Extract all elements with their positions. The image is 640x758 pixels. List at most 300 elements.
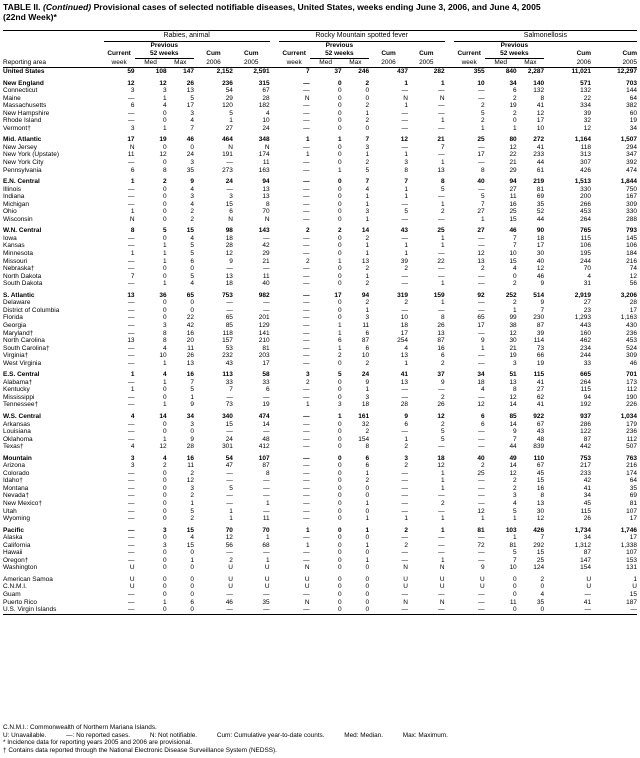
value-cell: 1 <box>265 534 270 542</box>
reporting-area-cell: W.N. Central <box>3 227 42 235</box>
value-cell: 12 <box>583 124 592 132</box>
value-cell: — <box>303 87 310 95</box>
value-cell: 103 <box>505 526 517 534</box>
value-cell: 21 <box>437 136 445 144</box>
value-cell: 1 <box>190 499 195 507</box>
value-cell: 0 <box>338 265 342 273</box>
value-cell: 2 <box>404 462 408 470</box>
value-cell: 18 <box>437 454 445 462</box>
value-cell: 26 <box>583 515 592 523</box>
value-cell: — <box>303 306 310 314</box>
value-cell: 108 <box>155 68 167 75</box>
value-cell: 1 <box>513 306 517 314</box>
value-cell: — <box>263 484 270 492</box>
value-cell: 232 <box>222 352 233 360</box>
value-cell: 28 <box>262 94 270 102</box>
footnote-cum: Cum: Cumulative year-to-date counts. <box>216 731 325 739</box>
value-cell: 1 <box>162 435 167 443</box>
value-cell: 8 <box>441 178 445 186</box>
column-gap <box>445 292 454 300</box>
value-cell: 0 <box>338 575 342 583</box>
value-cell: 273 <box>222 166 233 174</box>
column-gap <box>445 87 454 95</box>
value-cell: 0 <box>338 454 342 462</box>
value-cell: 34 <box>509 79 517 87</box>
reporting-area-cell: Michigan <box>3 200 30 208</box>
column-gap <box>445 360 454 368</box>
column-gap <box>445 151 454 159</box>
value-cell: 0 <box>162 143 167 151</box>
value-cell: 571 <box>580 79 592 87</box>
column-gap <box>445 534 454 542</box>
value-cell: — <box>128 477 135 485</box>
column-gap <box>445 549 454 557</box>
value-cell: 17 <box>477 321 485 329</box>
value-cell: N <box>439 94 445 102</box>
reporting-area-cell: Rhode Island <box>3 117 42 125</box>
value-cell: 0 <box>338 208 342 216</box>
value-cell: 982 <box>258 291 270 299</box>
med-header: Med <box>310 59 342 68</box>
value-cell: 3 <box>229 193 233 201</box>
value-cell: 0 <box>338 359 342 367</box>
value-cell: — <box>128 321 135 329</box>
value-cell: 3 <box>365 393 370 401</box>
value-cell: 6 <box>190 598 195 606</box>
value-cell: — <box>263 306 270 314</box>
value-cell: 87 <box>536 321 545 329</box>
value-cell: 0 <box>338 200 342 208</box>
value-cell: — <box>401 215 408 223</box>
value-cell: 53 <box>225 344 233 352</box>
value-cell: 43 <box>225 359 233 367</box>
value-cell: 4 <box>513 265 517 273</box>
value-cell: 13 <box>127 291 135 299</box>
value-cell: 0 <box>338 549 342 557</box>
value-cell: 1 <box>513 515 517 523</box>
value-cell: 244 <box>580 352 592 360</box>
value-cell: 840 <box>505 68 517 75</box>
value-cell: 7 <box>190 124 195 132</box>
column-gap <box>270 235 279 243</box>
column-gap <box>445 386 454 394</box>
value-cell: 0 <box>162 484 167 492</box>
value-cell: — <box>478 143 485 151</box>
value-cell: 0 <box>338 314 342 322</box>
value-cell: — <box>438 549 445 557</box>
value-cell: 1,844 <box>620 178 637 186</box>
value-cell: — <box>303 280 310 288</box>
value-cell: 0 <box>162 215 167 223</box>
value-cell: 0 <box>365 94 370 102</box>
value-cell: 8 <box>441 314 445 322</box>
column-gap <box>445 564 454 572</box>
reporting-area-cell: Nebraska† <box>3 265 35 273</box>
column-gap <box>270 299 279 307</box>
value-cell: 27 <box>477 227 485 235</box>
value-cell: 19 <box>509 102 517 110</box>
value-cell: — <box>401 143 408 151</box>
value-cell: 9 <box>481 337 485 345</box>
value-cell: 2 <box>305 257 310 265</box>
value-cell: 1 <box>365 306 370 314</box>
value-cell: — <box>303 492 310 500</box>
value-cell: 922 <box>533 412 545 420</box>
value-cell: 16 <box>186 454 195 462</box>
value-cell: 47 <box>225 462 233 470</box>
footnote-dagger: † Contains data reported through the National Electronic Disease Surveillance System (NEDSS). <box>3 746 277 754</box>
value-cell: 13 <box>127 337 135 345</box>
value-cell: 0 <box>338 393 342 401</box>
value-cell: 1 <box>441 159 445 167</box>
value-cell: U <box>228 564 233 572</box>
value-cell: 22 <box>437 257 445 265</box>
value-cell: — <box>128 159 135 167</box>
value-cell: 5 <box>513 549 517 557</box>
reporting-area-cell: Minnesota <box>3 250 33 258</box>
value-cell: — <box>303 321 310 329</box>
value-cell: — <box>128 549 135 557</box>
value-cell: 8 <box>540 94 545 102</box>
value-cell: 1 <box>305 136 310 144</box>
value-cell: 8 <box>265 469 270 477</box>
column-gap <box>270 591 279 599</box>
value-cell: — <box>401 386 408 394</box>
value-cell: 0 <box>162 299 167 307</box>
value-cell: 41 <box>583 598 592 606</box>
value-cell: 7 <box>441 143 445 151</box>
value-cell: — <box>128 329 135 337</box>
value-cell: 0 <box>338 109 342 117</box>
value-cell: 69 <box>629 492 637 500</box>
value-cell: — <box>303 265 310 273</box>
value-cell: 2 <box>481 265 485 273</box>
value-cell: 1 <box>130 250 135 258</box>
value-cell: 90 <box>536 227 545 235</box>
column-gap <box>270 273 279 281</box>
column-gap <box>445 576 454 584</box>
value-cell: 1 <box>441 234 445 242</box>
value-cell: 6 <box>265 386 270 394</box>
value-cell: 1 <box>365 109 370 117</box>
value-cell: 6 <box>365 329 370 337</box>
value-cell: — <box>128 598 135 606</box>
value-cell: 48 <box>536 435 545 443</box>
value-cell: 3 <box>365 208 370 216</box>
value-cell: 1 <box>190 393 195 401</box>
table-row <box>3 576 637 584</box>
week-header: week <box>104 59 135 68</box>
value-cell: 12 <box>400 136 408 144</box>
footnote-star: * Incidence data for reporting years 2005 and 2006 are provisional. <box>3 739 193 747</box>
table-row <box>3 443 637 451</box>
max-header: Max <box>342 59 369 68</box>
value-cell: 41 <box>536 401 545 409</box>
value-cell: 5 <box>229 484 233 492</box>
value-cell: 1 <box>365 250 370 258</box>
value-cell: 195 <box>580 250 592 258</box>
column-gap <box>445 250 454 258</box>
value-cell: — <box>303 549 310 557</box>
column-gap <box>445 485 454 493</box>
value-cell: 87 <box>583 435 592 443</box>
value-cell: — <box>303 234 310 242</box>
value-cell: 2 <box>162 462 167 470</box>
value-cell: 36 <box>159 291 167 299</box>
reporting-area-cell: Mid. Atlantic <box>3 136 42 144</box>
column-gap <box>445 167 454 175</box>
value-cell: 23 <box>583 306 592 314</box>
value-cell: — <box>303 185 310 193</box>
value-cell: N <box>129 215 135 223</box>
value-cell: 41 <box>400 371 408 379</box>
value-cell: 233 <box>533 151 545 159</box>
value-cell: 286 <box>580 420 592 428</box>
value-cell: — <box>369 606 408 614</box>
value-cell: 159 <box>433 291 445 299</box>
value-cell: 7 <box>190 378 195 386</box>
value-cell: — <box>128 280 135 288</box>
value-cell: 10 <box>361 352 370 360</box>
value-cell: 1 <box>404 250 408 258</box>
value-cell: 7 <box>481 200 485 208</box>
value-cell: — <box>226 185 233 193</box>
value-cell: U <box>479 575 485 583</box>
value-cell: — <box>438 124 445 132</box>
table-row <box>3 235 637 243</box>
value-cell: 7 <box>513 242 517 250</box>
value-cell: 3 <box>130 462 135 470</box>
column-gap <box>445 591 454 599</box>
value-cell: 17 <box>477 151 485 159</box>
value-cell: — <box>128 299 135 307</box>
value-cell: 0 <box>365 564 370 572</box>
value-cell: 0 <box>162 477 167 485</box>
table-body <box>3 68 637 615</box>
value-cell: — <box>303 344 310 352</box>
value-cell: 392 <box>626 159 637 167</box>
column-gap <box>270 462 279 470</box>
value-cell: 22 <box>186 314 195 322</box>
value-cell: 219 <box>533 178 545 186</box>
value-cell: 0 <box>162 272 167 280</box>
value-cell: 11 <box>362 321 370 329</box>
value-cell: 160 <box>580 329 592 337</box>
value-cell: 124 <box>533 564 545 572</box>
value-cell: 18 <box>225 280 233 288</box>
column-gap <box>445 68 454 76</box>
reporting-area-cell: E.S. Central <box>3 371 40 379</box>
value-cell: — <box>263 477 270 485</box>
reporting-area-cell: Florida <box>3 314 23 322</box>
value-cell: 7 <box>130 272 135 280</box>
value-cell: — <box>478 435 485 443</box>
value-cell: 437 <box>397 68 408 75</box>
value-cell: 46 <box>536 272 545 280</box>
value-cell: 0 <box>365 484 370 492</box>
value-cell: 11 <box>187 344 195 352</box>
reporting-area-cell: S. Atlantic <box>3 291 35 299</box>
value-cell: 233 <box>580 469 592 477</box>
value-cell: 30 <box>509 337 517 345</box>
max-header: Max <box>167 59 194 68</box>
value-cell: U <box>632 583 637 591</box>
value-cell: 14 <box>509 420 517 428</box>
value-cell: 4 <box>130 443 135 451</box>
value-cell: 1,312 <box>574 541 592 549</box>
column-gap <box>445 314 454 322</box>
value-cell: 51 <box>509 371 517 379</box>
table-row <box>3 436 637 444</box>
value-cell: — <box>226 265 233 273</box>
value-cell: 46 <box>509 227 517 235</box>
value-cell: — <box>303 499 310 507</box>
value-cell: 7 <box>365 136 370 144</box>
value-cell: 0 <box>338 598 342 606</box>
value-cell: 19 <box>629 117 637 125</box>
value-cell: 12 <box>477 401 485 409</box>
value-cell: 17 <box>186 102 195 110</box>
column-gap <box>270 201 279 209</box>
reporting-area-cell: Wyoming <box>3 515 31 523</box>
value-cell: — <box>584 591 592 598</box>
value-cell: 24 <box>186 151 195 159</box>
value-cell: — <box>128 94 135 102</box>
value-cell: 0 <box>162 200 167 208</box>
value-cell: 763 <box>626 454 637 462</box>
column-gap <box>270 379 279 387</box>
table-row <box>3 345 637 353</box>
value-cell: 13 <box>361 257 370 265</box>
value-cell: 2 <box>540 575 545 583</box>
value-cell: 5 <box>338 371 342 379</box>
value-cell: 26 <box>437 401 445 409</box>
reporting-area-cell: Arizona <box>3 462 26 470</box>
value-cell: 8 <box>265 200 270 208</box>
value-cell: — <box>128 507 135 515</box>
value-cell: 107 <box>626 507 637 515</box>
value-cell: 0 <box>338 143 342 151</box>
value-cell: 2 <box>365 234 370 242</box>
week-header: week <box>454 59 485 68</box>
value-cell: 2 <box>190 515 195 523</box>
table-row <box>3 265 637 273</box>
value-cell: 1 <box>365 272 370 280</box>
value-cell: — <box>226 159 233 167</box>
value-cell: 179 <box>626 420 637 428</box>
value-cell: — <box>303 469 310 477</box>
value-cell: 1 <box>265 556 270 564</box>
value-cell: 16 <box>186 329 195 337</box>
value-cell: 2 <box>190 492 195 500</box>
value-cell: 0 <box>338 102 342 110</box>
value-cell: 1 <box>305 526 310 534</box>
column-gap <box>270 186 279 194</box>
value-cell: 8 <box>540 492 545 500</box>
value-cell: — <box>478 549 485 557</box>
value-cell: 12 <box>477 507 485 515</box>
value-cell: 0 <box>162 386 167 394</box>
value-cell: 3,206 <box>620 291 637 299</box>
value-cell: 5 <box>481 193 485 201</box>
column-gap <box>270 136 279 144</box>
value-cell: 9 <box>190 178 195 186</box>
column-gap <box>270 470 279 478</box>
value-cell: 12 <box>536 109 545 117</box>
value-cell: U <box>264 564 270 572</box>
column-gap <box>445 583 454 591</box>
column-gap <box>445 443 454 451</box>
value-cell: — <box>303 159 310 167</box>
year-2006-header: 2006 <box>544 59 591 68</box>
footnote-cnmi: C.N.M.I.: Commonwealth of Northern Mariana Islands. <box>3 724 157 731</box>
column-gap <box>445 102 454 110</box>
value-cell: 1 <box>441 299 445 307</box>
value-cell: 0 <box>190 428 195 436</box>
column-gap <box>445 80 454 88</box>
column-gap <box>445 542 454 550</box>
value-cell: — <box>478 280 485 288</box>
value-cell: 1 <box>338 321 342 329</box>
value-cell: 5 <box>441 435 445 443</box>
value-cell: 348 <box>258 136 270 144</box>
column-gap <box>445 462 454 470</box>
value-cell: 1 <box>162 250 167 258</box>
value-cell: 17 <box>629 515 637 523</box>
value-cell: 0 <box>342 606 369 614</box>
value-cell: — <box>128 314 135 322</box>
value-cell: 0 <box>338 507 342 515</box>
column-gap <box>445 280 454 288</box>
value-cell: 3 <box>190 193 195 201</box>
value-cell: 144 <box>626 87 637 95</box>
value-cell: 3 <box>338 401 342 409</box>
column-gap <box>445 401 454 409</box>
value-cell: 10 <box>159 352 167 360</box>
column-gap <box>270 227 279 235</box>
value-cell: 0 <box>365 492 370 500</box>
value-cell: 92 <box>477 291 485 299</box>
value-cell: 4 <box>190 117 195 125</box>
value-cell: — <box>226 428 233 436</box>
column-gap <box>445 265 454 273</box>
value-cell: 182 <box>258 102 270 110</box>
value-cell: 703 <box>626 79 637 87</box>
column-gap <box>270 542 279 550</box>
column-gap <box>270 144 279 152</box>
value-cell: 163 <box>258 166 270 174</box>
column-gap <box>270 102 279 110</box>
value-cell: 15 <box>629 591 637 598</box>
value-cell: 236 <box>626 428 637 436</box>
column-gap <box>445 125 454 133</box>
table-row <box>3 337 637 345</box>
value-cell: 15 <box>509 215 517 223</box>
value-cell: 80 <box>509 136 517 144</box>
value-cell: 41 <box>536 102 545 110</box>
value-cell: 246 <box>358 68 370 75</box>
value-cell: 4 <box>190 280 195 288</box>
value-cell: 0 <box>338 178 342 186</box>
value-cell: 14 <box>361 227 370 235</box>
value-cell: 3 <box>130 124 135 132</box>
value-cell: 1 <box>404 435 408 443</box>
reporting-area-cell: New York (Upstate) <box>3 151 59 159</box>
value-cell: 0 <box>338 250 342 258</box>
value-cell: 19 <box>262 401 270 409</box>
value-cell: 292 <box>533 541 545 549</box>
value-cell: 839 <box>533 443 545 451</box>
